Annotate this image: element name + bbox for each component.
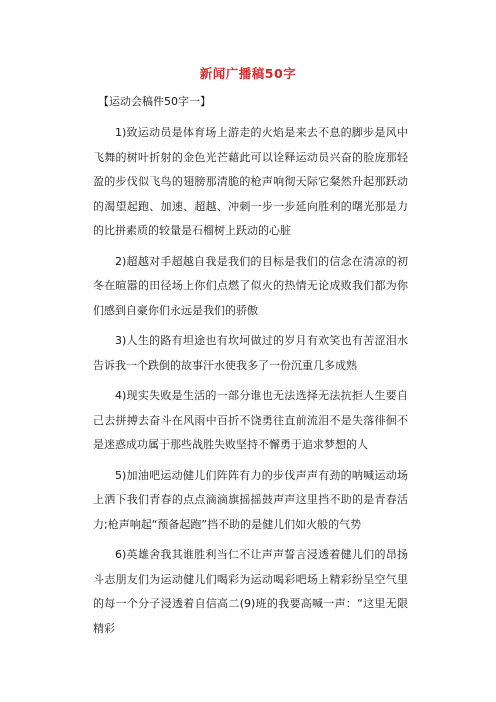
paragraph-2: 2)超越对手超越自我是我们的目标是我们的信念在清凉的初冬在暄嚣的田径场上你们点燃了似火的热情无论成败我们都为你们感到自豪你们永远是我们的骄傲	[93, 254, 408, 317]
document-title: 新闻广播稿50字	[199, 66, 297, 81]
document-body	[93, 121, 408, 647]
section-heading: 【运动会稿件50字一】	[98, 95, 211, 108]
paragraph-6: 6)英雄舍我其谁胜利当仁不让声声誓言浸透着健儿们的昂扬斗志朋友们为运动健儿们喝彩为运动喝彩吧场上精彩纷呈空气里的每一个分子浸透着自信高二(9)班的我要高喊一声：“这里无限精彩	[93, 548, 408, 635]
paragraph-1: 1)致运动员是体育场上游走的火焰是来去不息的脚步是风中飞舞的树叶折射的金色光芒藉此可以诠释运动员兴奋的脸庞那轻盈的步伐似飞鸟的翅膀那清脆的枪声响彻天际它粲然升起那跃动的渴望起跑、加速、超越、冲刺一步一步延向胜利的曙光那是力的比拼素质的较量是石榴树上跃动的心脏	[93, 126, 408, 237]
paragraph-5: 5)加油吧运动健儿们阵阵有力的步伐声声有劲的呐喊运动场上洒下我们青春的点点滴滴旗摇摇鼓声声这里挡不助的是青春活力;枪声响起“预备起跑”挡不助的是健儿们如火般的气势	[93, 468, 408, 531]
paragraph-4: 4)现实失败是生活的一部分谁也无法选择无法抗拒人生要自己去拼搏去奋斗在风雨中百折不饶勇往直前流泪不是失落徘徊不是迷惑成功属于那些战胜失败坚持不懈勇于追求梦想的人	[93, 389, 408, 451]
paragraph-3: 3)人生的路有坦途也有坎坷做过的岁月有欢笑也有苦涩泪水告诉我一个跌倒的故事汗水使我多了一份沉重几多成熟	[93, 334, 408, 372]
